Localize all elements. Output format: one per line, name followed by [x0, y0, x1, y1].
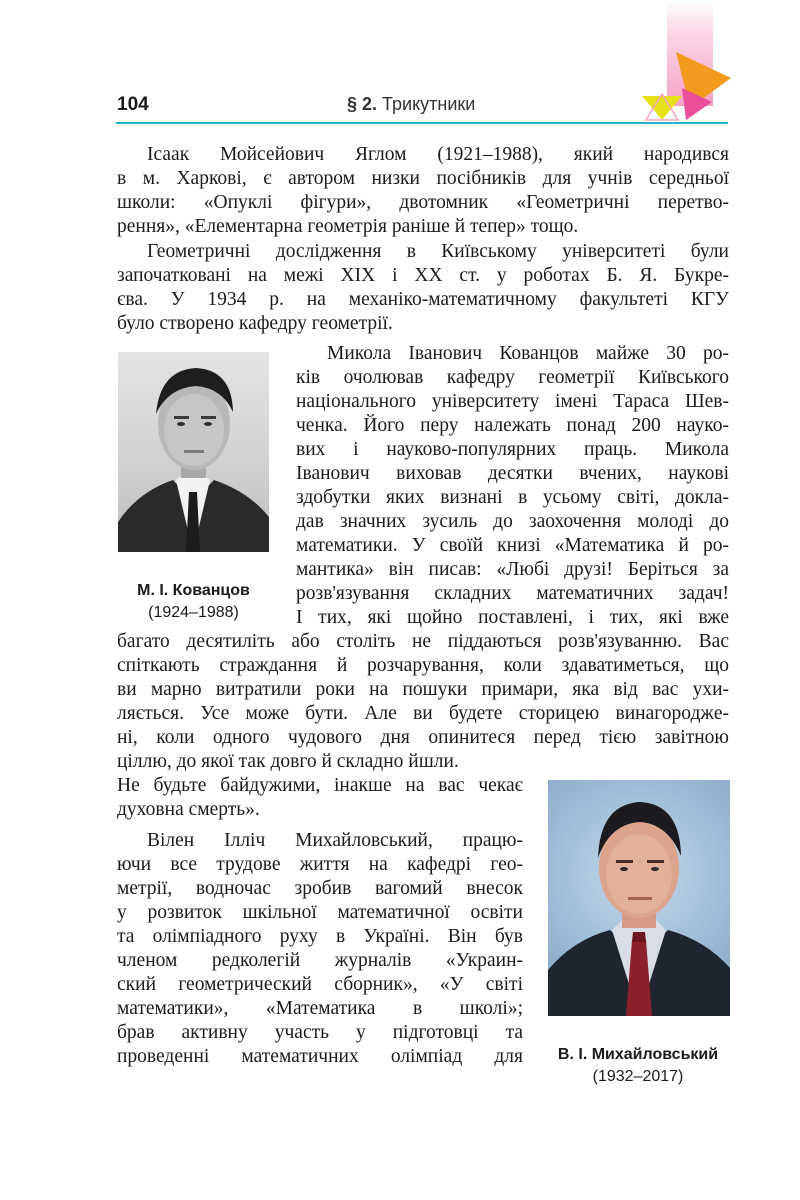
text-line: розв'язування складних математичних задач!	[296, 583, 729, 604]
text-line: в м. Харкові, є автором низки посібників для учнів середньої	[117, 168, 729, 189]
text-line: у розвиток шкільної математичної освіти	[117, 902, 523, 923]
text-line: та олімпіадного руху в Україні. Він був	[117, 926, 523, 947]
text-line: Не будьте байдужими, інакше на вас чекає	[117, 775, 523, 796]
text-line: ляється. Усе може бути. Але ви будете сторицею винагороджe-	[117, 703, 729, 724]
text-line: започатковані на межі XIX і XX ст. у роботах Б. Я. Букре-	[117, 265, 729, 286]
text-line: ків очолював кафедру геометрії Київського	[296, 367, 729, 388]
text-line: багато десятиліть або століть не піддаються розв'язуванню. Вас	[117, 631, 729, 652]
mykhailovskyi-photo	[548, 780, 730, 1016]
portrait-photo-icon	[118, 352, 269, 552]
triangles-icon	[640, 50, 735, 125]
text-line: ючи все трудове життя на кафедрі гео-	[117, 854, 523, 875]
text-line: членом редколегій журналів «Украин-	[117, 950, 523, 971]
text-line: Вілен Ілліч Михайловський, працю-	[147, 830, 523, 851]
text-line: ский геометрический сборник», «У світі	[117, 974, 523, 995]
text-line: вих і науково-популярних праць. Микола	[296, 439, 729, 460]
text-line: ви марно витратили роки на пошуки примари, яка від вас ухи-	[117, 679, 729, 700]
kovantsov-photo	[118, 352, 269, 552]
text-line: духовна смерть».	[117, 799, 260, 820]
text-line: Микола Іванович Кованцов майже 30 ро-	[327, 343, 729, 364]
text-line: брав активну участь у підготовці та	[117, 1022, 523, 1043]
section-name: Трикутники	[382, 94, 476, 114]
text-line: Геометричні дослідження в Київському університеті були	[147, 241, 729, 262]
text-line: математики. У своїй книзі «Математика й ро-	[296, 535, 729, 556]
text-line: дав значних зусиль до заохочення молоді до	[296, 511, 729, 532]
text-line: було створено кафедру геометрії.	[117, 313, 393, 334]
page-number: 104	[117, 94, 149, 115]
text-line: єва. У 1934 р. на механіко-математичному факультеті КГУ	[117, 289, 729, 310]
mykhailovskyi-caption	[538, 1044, 738, 1088]
caption-years: (1932–2017)	[592, 1068, 684, 1085]
text-line: математики», «Математика в школі»;	[117, 998, 523, 1019]
portrait-photo-icon	[548, 780, 730, 1016]
text-line: метрії, водночас зробив вагомий внесок	[117, 878, 523, 899]
text-line: мантика» він писав: «Любі друзі! Беріться за	[296, 559, 729, 580]
caption-years: (1924–1988)	[148, 604, 239, 621]
text-line: спіткають страждання й розчарування, коли здаватиметься, що	[117, 655, 729, 676]
text-line: школи: «Опуклі фігури», двотомник «Геометричні перетво-	[117, 192, 729, 213]
text-line: ні, коли одного чудового дня опинитеся перед тією завітною	[117, 727, 729, 748]
section-mark: § 2.	[347, 94, 378, 114]
kovantsov-caption	[118, 580, 269, 624]
text-line: Ісаак Мойсейович Яглом (1921–1988), який народився	[147, 144, 729, 165]
section-title	[347, 94, 475, 115]
text-line: національного університету імені Тараса Шев-	[296, 391, 729, 412]
text-line: здобутки яких визнані в усьому світі, доклa-	[296, 487, 729, 508]
text-line: ченка. Його перу належать понад 200 науко-	[296, 415, 729, 436]
caption-name: В. І. Михайловський	[557, 1046, 719, 1063]
text-line: рення», «Елементарна геометрія раніше й тепер» тощо.	[117, 216, 579, 237]
text-line: Іванович виховав десятки вчених, наукові	[296, 463, 729, 484]
text-line: проведенні математичних олімпіад для	[117, 1046, 523, 1067]
text-line: ціллю, до якої так довго й складно йшли.	[117, 751, 459, 772]
text-line: І тих, які щойно поставлені, і тих, які вже	[296, 607, 729, 628]
caption-name: М. І. Кованцов	[137, 582, 250, 599]
header-rule	[116, 122, 728, 124]
